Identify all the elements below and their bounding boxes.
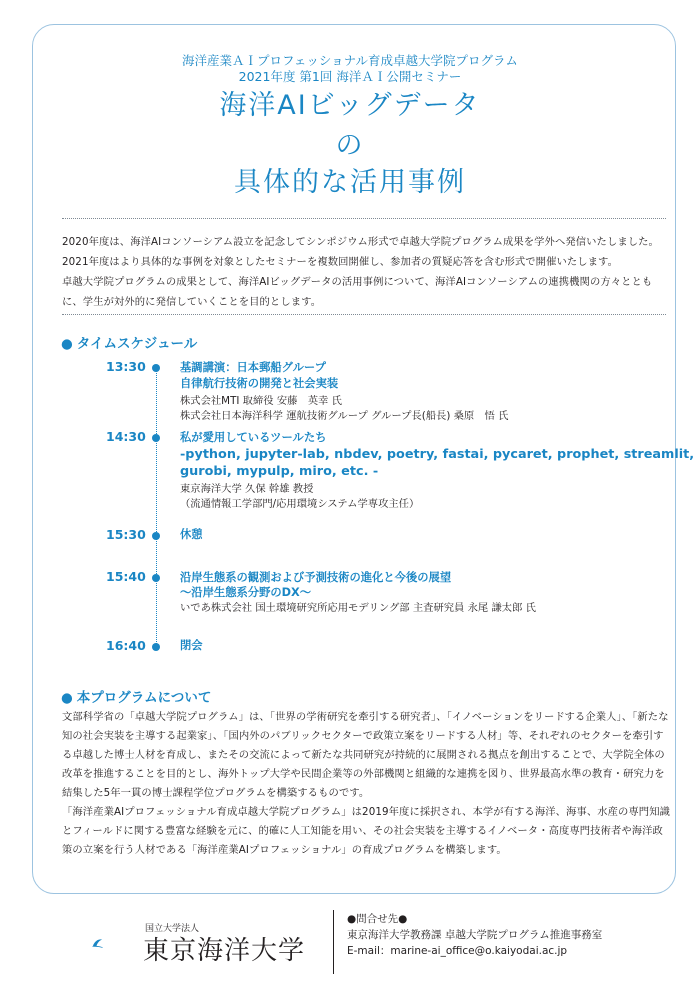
timeline-dot-icon — [152, 532, 160, 540]
schedule-time: 13:30 — [106, 359, 146, 374]
page-title-line2: の — [335, 130, 365, 161]
schedule-time: 15:30 — [106, 527, 146, 542]
event-title: 閉会 — [180, 639, 203, 652]
event-speaker: 東京海洋大学 久保 幹雄 教授 — [180, 483, 314, 495]
event-speaker: 株式会社MTI 取締役 安藤 英幸 氏 — [180, 395, 342, 407]
event-speaker: （流通情報工学部門/応用環境システム学専攻主任） — [180, 498, 420, 510]
timeline-dot-icon — [152, 364, 160, 372]
about-paragraph: 文部科学省の「卓越大学院プログラム」は、「世界の学術研究を牽引する研究者」、「イノベーションをリードする企業人」、「新たな知の社会実装を主導する起業家」、「国内外のパブリックセクターで政策立案をリードする人材」等、それぞれのセクターを牽引する卓越した博士人材を育成し、またその交流によって新たな共同研究が持続的に展開される拠点を創出することで、大学院全体の改革を推進することを目的とし、海外トップ大学や民間企業等の外部機関と組織的な連携を図り、世界最高水準の教育・研究力を結集した5年一貫の博士課程学位プログラムを構築するものです。 — [62, 711, 669, 799]
event-title: gurobi, mypulp, miro, etc. - — [180, 464, 379, 479]
event-title: ～沿岸生態系分野のDX～ — [180, 586, 312, 599]
timeline-dot-icon — [152, 643, 160, 651]
contact-heading: ●問合せ先● — [347, 913, 408, 925]
event-title: 沿岸生態系の観測および予測技術の進化と今後の展望 — [180, 571, 452, 584]
schedule-time: 15:40 — [106, 569, 146, 584]
contact-office: 東京海洋大学教務課 卓越大学院プログラム推進事務室 — [347, 929, 603, 941]
about-text — [62, 708, 670, 860]
event-title: 休憩 — [180, 528, 203, 541]
event-title: 私が愛用しているツールたち — [180, 431, 327, 444]
schedule-time: 14:30 — [106, 429, 146, 444]
event-title: 基調講演：日本郵船グループ — [180, 361, 326, 374]
footer-divider — [333, 910, 334, 974]
event-title: -python, jupyter-lab, nbdev, poetry, fastai, pycaret, prophet, streamlit, — [180, 447, 695, 462]
intro-paragraph: 2020年度は、海洋AIコンソーシアム設立を記念してシンポジウム形式で卓越大学院プログラム成果を学外へ発信いたしました。2021年度はより具体的な事例を対象としたセミナーを複数回開催し、参加者の質疑応答を含む形式で開催いたします。 — [62, 236, 659, 268]
bullet-icon: ● — [61, 336, 73, 352]
intro-paragraph: 卓越大学院プログラムの成果として、海洋AIビッグデータの活用事例について、海洋AIコンソーシアムの連携機関の方々とともに、学生が対外的に発信していくことを目的とします。 — [62, 276, 653, 308]
university-logo-icon — [92, 918, 142, 968]
timeline-dot-icon — [152, 434, 160, 442]
contact-block — [347, 911, 602, 959]
event-title: 自律航行技術の開発と社会実装 — [180, 377, 339, 390]
intro-text — [62, 232, 668, 312]
university-name: 東京海洋大学 — [143, 936, 306, 966]
bullet-icon: ● — [61, 690, 73, 706]
timeline-dot-icon — [152, 574, 160, 582]
program-name: 海洋産業ＡＩプロフェッショナル育成卓越大学院プログラム — [182, 53, 518, 68]
divider-top — [62, 218, 666, 219]
contact-email[interactable]: E-mail：marine-ai_office@o.kaiyodai.ac.jp — [347, 945, 568, 957]
about-paragraph: 「海洋産業AIプロフェッショナル育成卓越大学院プログラム」は2019年度に採択され、本学が有する海洋、海事、水産の専門知識とフィールドに関する豊富な経験を元に、的確に人工知能を用い、その社会実装を主導するイノベータ・高度専門技術者や海洋政策の立案を行う人材である「海洋産業AIプロフェッショナル」の育成プログラムを構築します。 — [62, 806, 670, 856]
about-heading: ● 本プログラムについて — [61, 690, 212, 706]
page-title-line3: 具体的な活用事例 — [234, 167, 466, 198]
page-title-line1: 海洋AIビッグデータ — [219, 90, 481, 121]
event-speaker: 株式会社日本海洋科学 運航技術グループ グループ長(船長) 桑原 悟 氏 — [180, 410, 509, 422]
university-type: 国立大学法人 — [145, 924, 200, 934]
divider-bottom — [62, 314, 666, 315]
timeline-line — [156, 366, 157, 646]
seminar-name: 2021年度 第1回 海洋ＡＩ公開セミナー — [238, 69, 462, 84]
schedule-time: 16:40 — [106, 638, 146, 653]
schedule-heading: ● タイムスケジュール — [61, 336, 198, 352]
event-speaker: いであ株式会社 国土環境研究所応用モデリング部 主査研究員 永尾 謙太郎 氏 — [180, 602, 536, 614]
